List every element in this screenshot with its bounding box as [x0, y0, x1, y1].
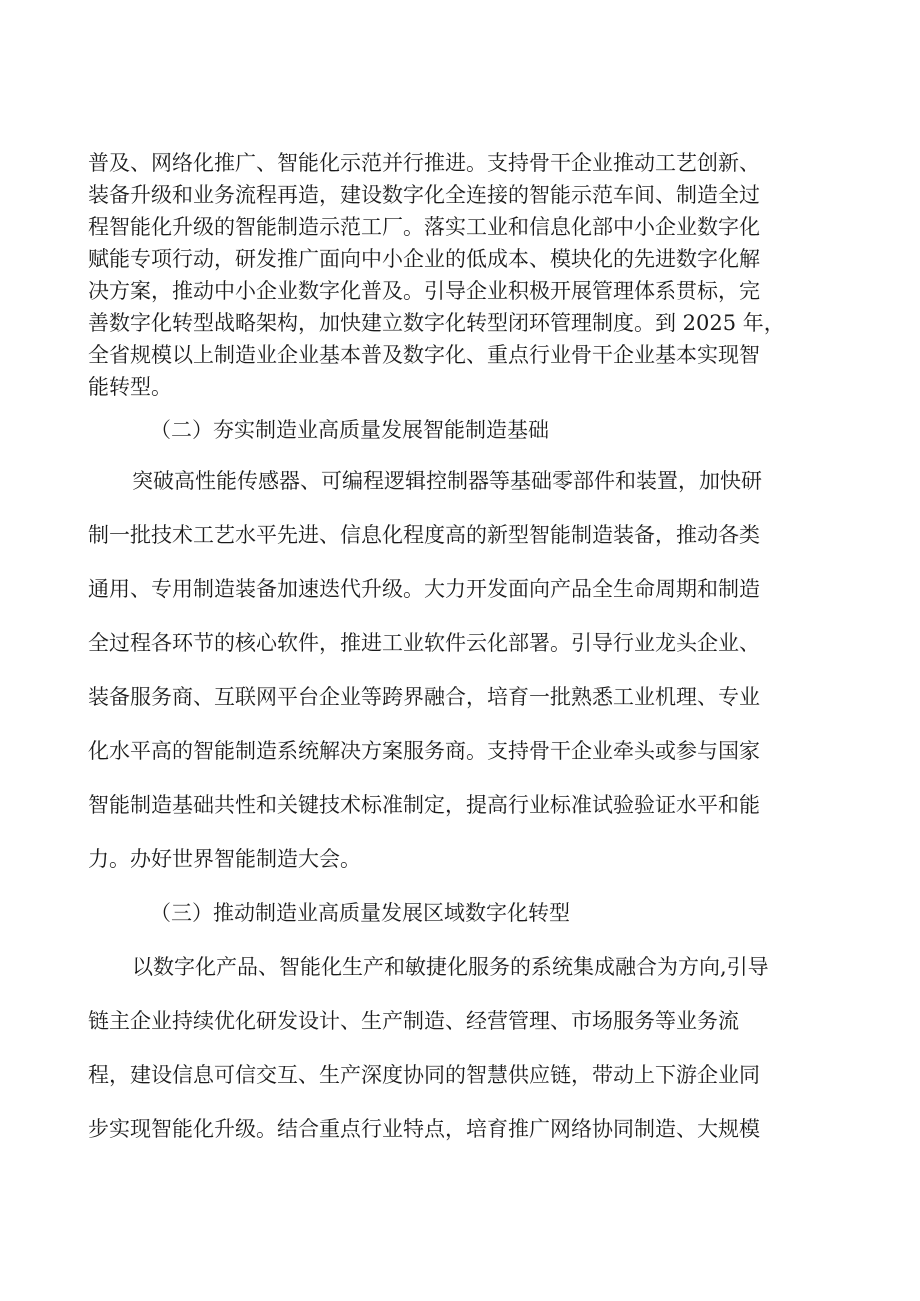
- paragraph-line: 全省规模以上制造业企业基本普及数字化、重点行业骨干企业基本实现智: [88, 343, 760, 367]
- paragraph-line: 突破高性能传感器、可编程逻辑控制器等基础零部件和装置，加快研: [132, 469, 762, 493]
- paragraph-line: 装备服务商、互联网平台企业等跨界融合，培育一批熟悉工业机理、专业: [88, 685, 760, 709]
- paragraph-line: 程智能化升级的智能制造示范工厂。落实工业和信息化部中小企业数字化: [88, 215, 760, 239]
- paragraph-line: 通用、专用制造装备加速迭代升级。大力开发面向产品全生命周期和制造: [88, 577, 760, 601]
- section-heading: （二）夯实制造业高质量发展智能制造基础: [150, 418, 549, 442]
- paragraph-line: 力。办好世界智能制造大会。: [88, 847, 361, 871]
- paragraph-line: 能转型。: [88, 375, 172, 399]
- paragraph-line: 普及、网络化推广、智能化示范并行推进。支持骨干企业推动工艺创新、: [88, 151, 760, 175]
- paragraph-line: 链主企业持续优化研发设计、生产制造、经营管理、市场服务等业务流: [88, 1009, 739, 1033]
- paragraph-line: 善数字化转型战略架构，加快建立数字化转型闭环管理制度。到 2025 年，: [88, 311, 785, 335]
- paragraph-line: 制一批技术工艺水平先进、信息化程度高的新型智能制造装备，推动各类: [88, 523, 760, 547]
- paragraph-line: 以数字化产品、智能化生产和敏捷化服务的系统集成融合为方向,引导: [132, 955, 769, 979]
- paragraph-line: 化水平高的智能制造系统解决方案服务商。支持骨干企业牵头或参与国家: [88, 739, 760, 763]
- section-heading: （三）推动制造业高质量发展区域数字化转型: [150, 901, 570, 925]
- paragraph-line: 全过程各环节的核心软件，推进工业软件云化部署。引导行业龙头企业、: [88, 631, 760, 655]
- paragraph-line: 赋能专项行动，研发推广面向中小企业的低成本、模块化的先进数字化解: [88, 247, 760, 271]
- paragraph-line: 智能制造基础共性和关键技术标准制定，提高行业标准试验验证水平和能: [88, 793, 760, 817]
- paragraph-line: 装备升级和业务流程再造，建设数字化全连接的智能示范车间、制造全过: [88, 183, 760, 207]
- paragraph-line: 程，建设信息可信交互、生产深度协同的智慧供应链，带动上下游企业同: [88, 1063, 760, 1087]
- paragraph-line: 决方案，推动中小企业数字化普及。引导企业积极开展管理体系贯标，完: [88, 279, 760, 303]
- paragraph-line: 步实现智能化升级。结合重点行业特点，培育推广网络协同制造、大规模: [88, 1117, 760, 1141]
